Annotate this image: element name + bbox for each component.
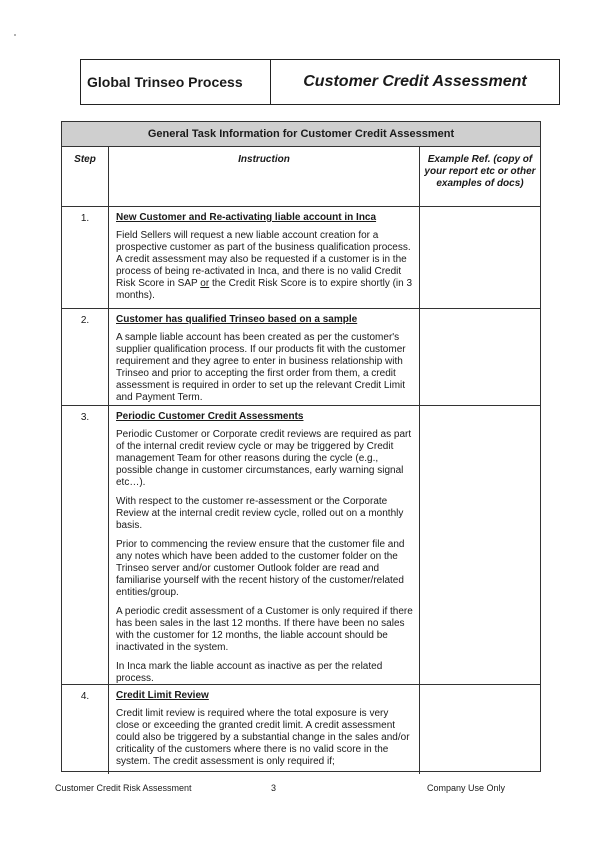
instruction-text: Field Sellers will request a new liable account creation for a prospective customer as part of the business qualification process. A credit assessment may also be requested if a customer is in the process of being re-activated in Inca, and there is no valid Credit Risk Score in SAP — [116, 230, 411, 289]
footer-classification: Company Use Only — [427, 783, 506, 793]
step-number: 3. — [62, 406, 109, 684]
header-left-title: Global Trinseo Process — [81, 60, 271, 104]
example-cell — [420, 685, 540, 774]
example-cell — [420, 406, 540, 684]
row-title: Customer has qualified Trinseo based on a sample — [116, 314, 358, 325]
footer-document-title: Customer Credit Risk Assessment — [55, 783, 192, 793]
instruction-text-or: or — [200, 278, 210, 289]
step-number: 4. — [62, 685, 109, 774]
instruction-paragraph: Periodic Customer or Corporate credit reviews are required as part of the internal credit review cycle or may be triggered by Credit management Team for other reasons during the cycle (e.g., possible change in customer circumstances, early warning signal etc…). — [116, 429, 412, 488]
document-header — [80, 59, 560, 105]
column-header-instruction: Instruction — [109, 147, 420, 206]
example-cell — [420, 207, 540, 308]
column-header-step: Step — [62, 147, 109, 206]
instruction-paragraph: Credit limit review is required where the total exposure is very close or exceeding the granted credit limit. A credit assessment could also be triggered by a substantial change in the sales and/or criticality of the customers where there is no valid score in the system. The credit assessment is only required if; — [116, 708, 410, 767]
instruction-cell — [109, 309, 420, 405]
instruction-paragraph: In Inca mark the liable account as inactive as per the related process. — [116, 661, 383, 684]
step-number: 1. — [62, 207, 109, 308]
table-row — [62, 207, 540, 309]
row-title: New Customer and Re-activating liable account in Inca — [116, 212, 377, 223]
table-row — [62, 685, 540, 774]
row-title: Periodic Customer Credit Assessments — [116, 411, 304, 422]
instruction-cell — [109, 685, 420, 774]
instruction-cell — [109, 406, 420, 684]
instruction-paragraph: A periodic credit assessment of a Customer is only required if there has been sales in the last 12 months. If there have been no sales with the customer for 12 months, the liable account should be inactivated in the system. — [116, 606, 413, 653]
table-row — [62, 309, 540, 406]
header-right-title: Customer Credit Assessment — [303, 73, 527, 90]
instruction-cell — [109, 207, 420, 308]
row-title: Credit Limit Review — [116, 690, 209, 701]
instruction-text: the Credit Risk Score is to expire shortly (in 3 months). — [116, 278, 413, 301]
example-cell — [420, 309, 540, 405]
task-information-table — [61, 121, 541, 772]
scan-speck — [14, 34, 16, 36]
instruction-paragraph: Prior to commencing the review ensure that the customer file and any notes which have been added to the customer folder on the Trinseo server and/or customer Outlook folder are read and familiarise yourself with the recent history of the customer/related entities/group. — [116, 539, 405, 598]
table-row — [62, 406, 540, 685]
table-header-row — [62, 147, 540, 207]
column-header-example: Example Ref. (copy of your report etc or other examples of docs) — [424, 154, 536, 189]
footer-page-number: 3 — [271, 783, 277, 793]
instruction-paragraph — [116, 230, 413, 302]
instruction-paragraph: A sample liable account has been created as per the customer's supplier qualification process. If our products fit with the customer requirement and they agree to enter in business relationship with Trinseo and prior to accepting the first order from them, a credit assessment is required in order to set up the relevant Credit Limit and Payment Term. — [116, 332, 406, 403]
table-title: General Task Information for Customer Credit Assessment — [62, 122, 540, 147]
step-number: 2. — [62, 309, 109, 405]
instruction-paragraph: With respect to the customer re-assessment or the Corporate Review at the internal credit review cycle, rolled out on a monthly basis. — [116, 496, 404, 531]
